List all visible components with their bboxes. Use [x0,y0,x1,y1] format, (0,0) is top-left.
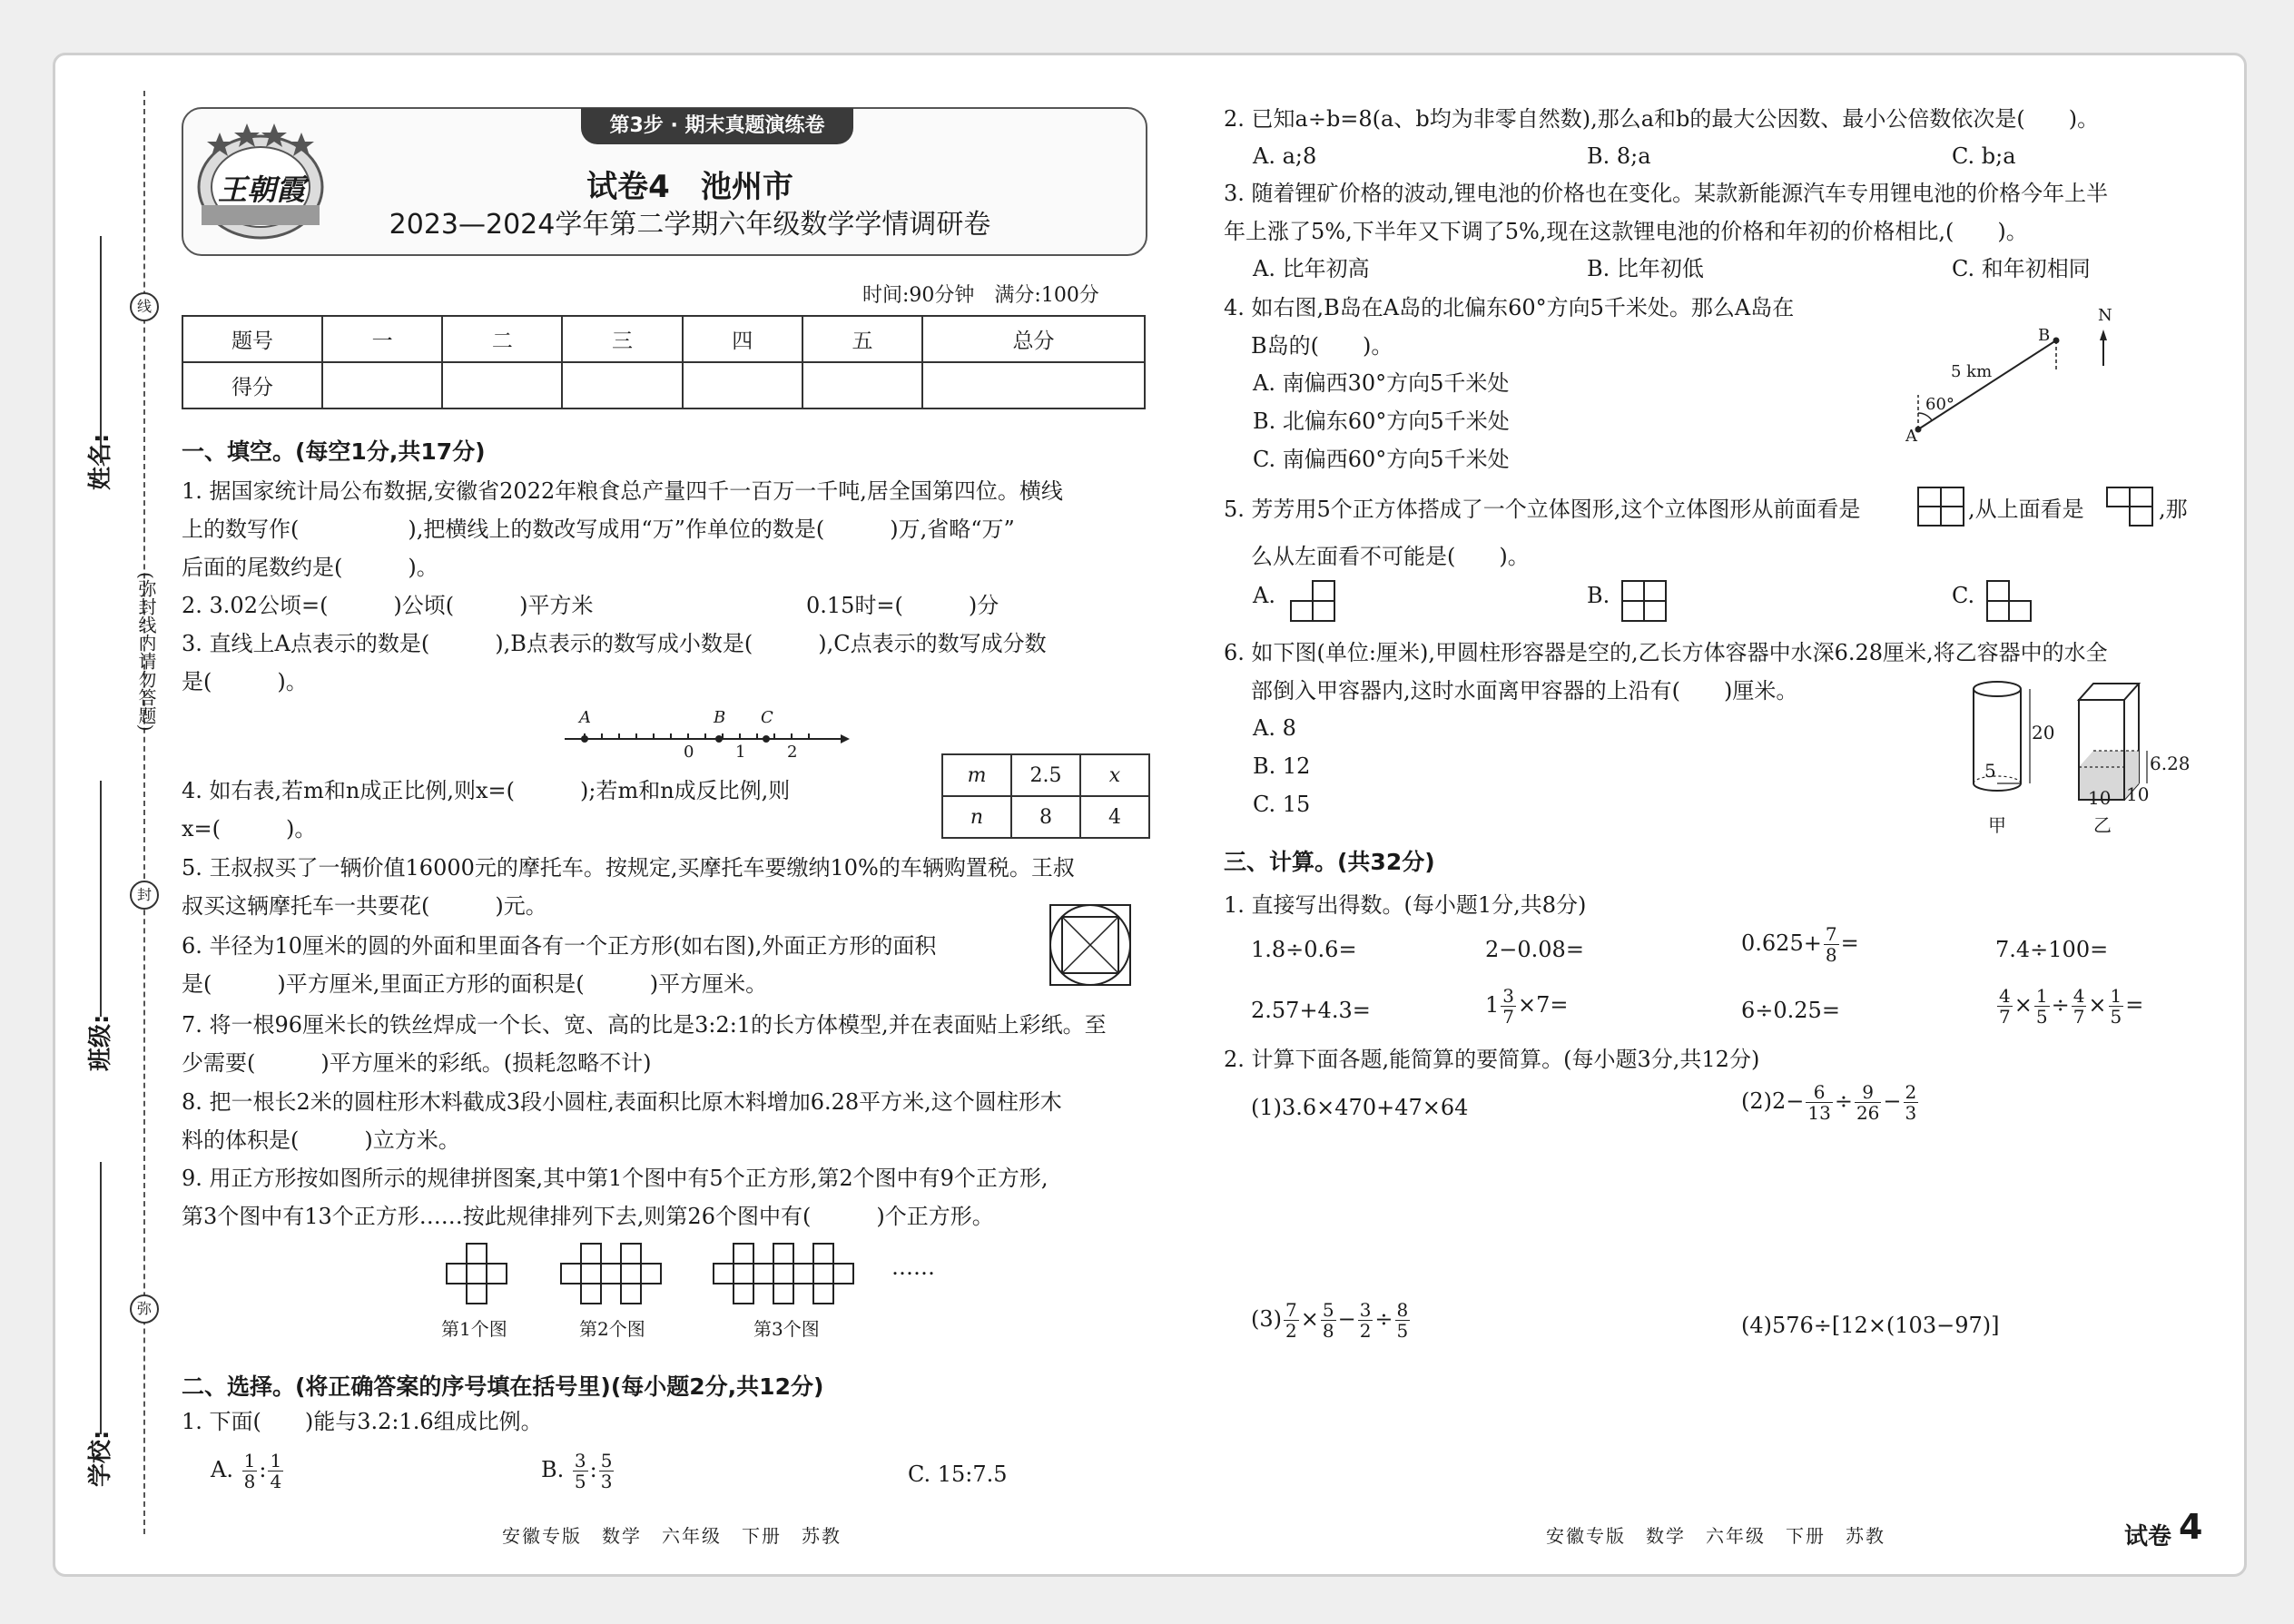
s2-q1: 1. 下面( )能与3.2:1.6组成比例。 [182,1409,543,1434]
top-view-icon [2105,486,2154,531]
fraction: $\frac{8}{5}$ [1396,1299,1409,1342]
mn-cell: m [942,754,1011,796]
s1-q2b: 0.15时=( )分 [806,593,999,618]
score-head-2: 二 [442,316,562,362]
fraction: $\frac{4}{7}$ [2072,985,2085,1028]
calc-6-text: ×7= [1518,992,1569,1018]
school-label: 学校: [87,1430,114,1487]
pattern-label-2: 第2个图 [579,1318,645,1340]
calc-3: 0.625+ $\frac{7}{8}$ = [1741,923,1859,966]
s2-q3-line1: 3. 随着锂矿价格的波动,锂电池的价格也在变化。某款新能源汽车专用锂电池的价格今年上半 [1224,181,2109,206]
opt-letter: A. [1253,583,1275,608]
s1-q5-line1: 5. 王叔叔买了一辆价值16000元的摩托车。按规定,买摩托车要缴纳10%的车辆购置税。王叔 [182,855,1075,881]
s1-q5 [182,849,1075,925]
name-label: 姓名: [87,433,114,490]
footer-right: 安徽专版 数学 六年级 下册 苏教 [1546,1525,1885,1547]
s2-q4-opt-b: B. 北偏东60°方向5千米处 [1253,408,1510,434]
s2-q3 [1224,174,2108,251]
fraction: $\frac{1}{5}$ [2035,985,2048,1028]
s2-q5-text4: 么从左面看不可能是( )。 [1251,544,1530,569]
calc-problem-2: (2)2− $\frac{6}{13}$ ÷ $\frac{9}{26}$ − $\frac{2}{3}$ [1741,1081,1917,1124]
s1-q8-line1: 8. 把一根长2米的圆柱形木料截成3段小圆柱,表面积比原木料增加6.28平方米,这个圆柱形木 [182,1089,1062,1115]
fraction: $\frac{3}{2}$ [1359,1299,1372,1342]
calc-2: 2−0.08= [1485,937,1584,962]
s2-q4 [1224,289,1794,365]
s2-q4-line2: B岛的( )。 [1251,333,1393,359]
score-cell[interactable] [322,362,442,408]
logo [192,114,329,247]
fraction: $\frac{1}{4}$ [270,1450,282,1492]
calc-6: 1 $\frac{3}{7}$ ×7= [1485,985,1569,1028]
fraction: $\frac{2}{3}$ [1905,1081,1917,1124]
opt-letter: B. [541,1457,565,1482]
calc-4: 7.4÷100= [1995,937,2109,962]
score-head-5: 五 [802,316,922,362]
s3-sub1: 1. 直接写出得数。(每小题1分,共8分) [1224,892,1587,918]
s1-q6 [182,927,936,1003]
s1-q7-line2: 少需要( )平方厘米的彩纸。(损耗忽略不计) [182,1050,652,1076]
s2-q3-opt-c: C. 和年初相同 [1952,256,2091,281]
mn-cell: n [942,796,1011,838]
calc-problem-3-text: (3) [1251,1306,1282,1332]
fraction: $\frac{3}{7}$ [1502,985,1515,1028]
pattern-figures [441,1242,971,1342]
s2-q3-opt-a: A. 比年初高 [1253,256,1370,281]
score-cell[interactable] [802,362,922,408]
score-head-4: 四 [683,316,802,362]
mn-cell: 4 [1080,796,1149,838]
fraction: $\frac{1}{5}$ [2110,985,2122,1028]
paper-title: 试卷4 池州市 [586,169,793,205]
page-label: 试卷 [2124,1523,2172,1550]
bearing-b: B [2038,326,2051,345]
fraction: $\frac{9}{26}$ [1856,1081,1880,1124]
mn-cell: 2.5 [1011,754,1080,796]
name-field[interactable] [100,236,102,463]
mn-table [941,753,1150,839]
score-head-label: 题号 [182,316,322,362]
calc-7: 6÷0.25= [1741,998,1840,1023]
fraction: $\frac{1}{8}$ [243,1450,256,1492]
s2-q6-opt-b: B. 12 [1253,753,1311,779]
s2-q4-opt-c: C. 南偏西60°方向5千米处 [1253,447,1510,472]
calc-5: 2.57+4.3= [1251,998,1371,1023]
bearing-dist: 5 km [1951,362,1993,381]
s2-q5-text3: ,那 [2159,497,2188,522]
s2-q3-line2: 年上涨了5%,下半年又下调了5%,现在这款锂电池的价格和年初的价格相比,( )。 [1224,219,2028,244]
calc-problem-1: (1)3.6×470+47×64 [1251,1095,1469,1120]
containers-figure [1961,676,2191,840]
s1-q8 [182,1083,1062,1159]
paper-subtitle: 2023—2024学年第二学期六年级数学学情调研卷 [389,209,991,241]
class-label: 班级: [87,1014,114,1071]
section2-title: 二、选择。(将正确答案的序号填在括号里)(每小题2分,共12分) [182,1373,824,1400]
nl-label-b: B [714,708,726,727]
sidebar [73,91,163,1534]
circle-square-figure [1049,903,1132,990]
score-head-3: 三 [562,316,682,362]
pattern-label-3: 第3个图 [753,1318,820,1340]
s1-q1-line1: 1. 据国家统计局公布数据,安徽省2022年粮食总产量四千一百万一千吨,居全国第四位。横线 [182,478,1063,504]
s1-q6-line2: 是( )平方厘米,里面正方形的面积是( )平方厘米。 [182,971,768,997]
fraction: $\frac{5}{3}$ [600,1450,613,1492]
s2-q5-opt-b [1587,577,1610,614]
option-c-view-icon [1985,579,2033,626]
s2-q5-text1: 5. 芳芳用5个正方体搭成了一个立体图形,这个立体图形从前面看是 [1224,497,1861,522]
s1-q3 [182,625,1047,701]
front-view-icon [1916,486,1965,531]
s2-q1-opt-a: A. $\frac{1}{8}$ : $\frac{1}{4}$ [211,1450,282,1492]
s1-q3-line2: 是( )。 [182,669,308,694]
score-table [182,315,1146,409]
s1-q9-line2: 第3个图中有13个正方形……按此规律排列下去,则第26个图中有( )个正方形。 [182,1204,994,1229]
s1-q1-line3: 后面的尾数约是( )。 [182,555,438,580]
s3-sub2: 2. 计算下面各题,能简算的要简算。(每小题3分,共12分) [1224,1047,1760,1072]
s2-q3-opt-b: B. 比年初低 [1587,256,1704,281]
s2-q1-opt-b: B. $\frac{3}{5}$ : $\frac{5}{3}$ [541,1450,613,1492]
score-cell[interactable] [442,362,562,408]
opt-letter: C. [1952,583,1975,608]
logo-text: 王朝霞 [218,172,306,207]
fraction: $\frac{7}{2}$ [1285,1299,1297,1342]
opt-letter: B. [1587,583,1610,608]
school-field[interactable] [100,1162,102,1434]
mn-cell: 8 [1011,796,1080,838]
s1-q1-line2: 上的数写作( ),把横线上的数改写成用“万”作单位的数是( )万,省略“万” [182,517,1015,542]
option-a-view-icon [1289,579,1336,626]
score-row-label: 得分 [182,362,322,408]
s2-q4-line1: 4. 如右图,B岛在A岛的北偏东60°方向5千米处。那么A岛在 [1224,295,1795,320]
score-cell[interactable] [922,362,1145,408]
score-cell[interactable] [562,362,682,408]
fraction: $\frac{3}{5}$ [574,1450,586,1492]
s2-q5 [1224,490,1860,528]
s1-q4-line2: x=( )。 [182,816,317,842]
bearing-a: A [1905,427,1917,446]
s2-q2-opt-a: A. a;8 [1253,143,1317,169]
s2-q4-opt-a: A. 南偏西30°方向5千米处 [1253,370,1510,396]
calc-problem-3: (3) $\frac{7}{2}$ × $\frac{5}{8}$ − $\frac{3}{2}$ ÷ $\frac{8}{5}$ [1251,1299,1409,1342]
nl-tick-0: 0 [684,743,694,762]
bearing-angle: 60° [1925,395,1954,414]
number-line [563,708,853,763]
section3-title: 三、计算。(共32分) [1224,849,1435,875]
page-number: 4 [2179,1507,2203,1547]
cub-length: 10 [2126,783,2150,805]
opt-letter: A. [211,1457,233,1482]
seal-word-seal: 封 [130,881,159,910]
s1-q3-line1: 3. 直线上A点表示的数是( ),B点表示的数写成小数是( ),C点表示的数写成分数 [182,631,1047,656]
nl-label-c: C [761,708,773,727]
mn-cell: x [1080,754,1149,796]
fraction: $\frac{4}{7}$ [1999,985,2011,1028]
fraction: $\frac{7}{8}$ [1825,923,1837,966]
option-b-view-icon [1620,579,1668,626]
s1-q4 [182,772,790,848]
nl-tick-2: 2 [787,743,798,762]
s1-q9 [182,1159,1049,1235]
nl-label-a: A [579,708,591,727]
s2-q6-opt-a: A. 8 [1253,715,1296,741]
container-name-2: 乙 [2093,814,2112,836]
time-info: 时间:90分钟 满分:100分 [862,284,1099,307]
s1-q6-line1: 6. 半径为10厘米的圆的外面和里面各有一个正方形(如右图),外面正方形的面积 [182,933,937,959]
score-head-1: 一 [322,316,442,362]
s2-q2-opt-c: C. b;a [1952,143,2016,169]
cub-depth: 6.28 [2150,753,2191,774]
calc-3-text: 0.625+ [1741,930,1822,956]
cyl-radius: 5 [1984,760,1996,782]
s2-q5-opt-a [1253,577,1275,614]
bearing-figure [1893,306,2129,449]
footer-left: 安徽专版 数学 六年级 下册 苏教 [502,1525,842,1547]
score-head-total: 总分 [922,316,1145,362]
s2-q2: 2. 已知a÷b=8(a、b均为非零自然数),那么a和b的最大公因数、最小公倍数依次是( )。 [1224,106,2100,132]
cyl-height: 20 [2032,722,2055,743]
s1-q9-line1: 9. 用正方形按如图所示的规律拼图案,其中第1个图中有5个正方形,第2个图中有9个正方形, [182,1166,1049,1191]
s1-q7 [182,1006,1107,1082]
section1-title: 一、填空。(每空1分,共17分) [182,438,486,465]
seal-word-close: 弥 [130,1294,159,1324]
s1-q8-line2: 料的体积是( )立方米。 [182,1127,460,1153]
s1-q5-line2: 叔买这辆摩托车一共要花( )元。 [182,893,547,919]
class-field[interactable] [100,781,102,1017]
s1-q7-line1: 7. 将一根96厘米长的铁丝焊成一个长、宽、高的比是3:2:1的长方体模型,并在表面贴上彩纸。至 [182,1012,1107,1038]
fraction: $\frac{6}{13}$ [1807,1081,1831,1124]
fraction: $\frac{5}{8}$ [1322,1299,1334,1342]
cub-width: 10 [2088,787,2112,809]
s2-q6-opt-c: C. 15 [1253,792,1311,817]
score-cell[interactable] [683,362,802,408]
container-name-1: 甲 [1988,814,2006,836]
calc-problem-4: (4)576÷[12×(103−97)] [1741,1313,2000,1338]
north-icon: N [2098,306,2112,325]
s2-q1-opt-c: C. 15:7.5 [908,1462,1008,1487]
s1-q4-line1: 4. 如右表,若m和n成正比例,则x=( );若m和n成反比例,则 [182,778,791,803]
s1-q1 [182,472,1063,586]
s1-q2: 2. 3.02公顷=( )公顷( )平方米 [182,593,594,618]
seal-word-line: 线 [130,292,159,321]
calc-1: 1.8÷0.6= [1251,937,1357,962]
s2-q6-line2: 部倒入甲容器内,这时水面离甲容器的上沿有( )厘米。 [1251,678,1798,704]
pattern-ellipsis: …… [891,1255,935,1280]
s2-q5-text2: ,从上面看是 [1968,497,2084,522]
nl-tick-1: 1 [735,743,746,762]
s2-q5-opt-c [1952,577,1974,614]
seal-notice: (弥封线内请勿答题) [135,572,157,732]
pattern-label-1: 第1个图 [441,1318,507,1340]
s2-q6-line1: 6. 如下图(单位:厘米),甲圆柱形容器是空的,乙长方体容器中水深6.28厘米,将乙容器中的水全 [1224,640,2108,665]
calc-problem-2-text: (2)2− [1741,1088,1805,1114]
s2-q2-opt-b: B. 8;a [1587,143,1651,169]
calc-8: $\frac{4}{7}$ × $\frac{1}{5}$ ÷ $\frac{4}{7}$ × $\frac{1}{5}$ = [1999,985,2144,1028]
step-badge: 第3步 · 期末真题演练卷 [581,108,853,144]
